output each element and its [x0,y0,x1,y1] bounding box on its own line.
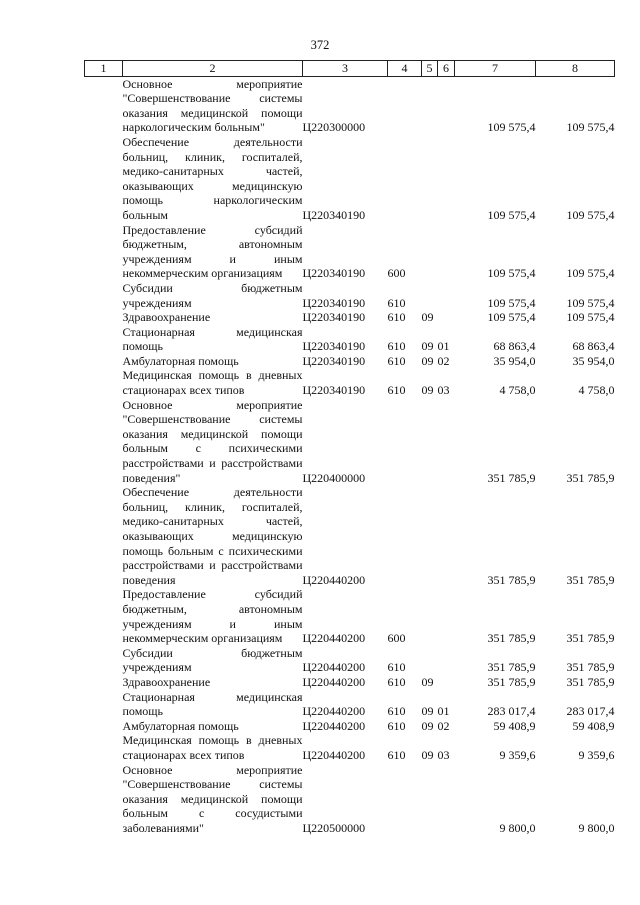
table-row [85,325,615,354]
empty-cell [85,587,123,645]
row-name: Амбулаторная помощь [122,353,239,368]
empty-cell [85,719,123,734]
amount-year-1: 109 575,4 [487,120,536,135]
empty-cell [85,354,123,369]
row-name: Медицинская помощь в дневных стационарах всех типов [122,368,303,398]
section-code: 09 [421,674,434,689]
row-name: Стационарная медицинская помощь [122,689,303,719]
row-name: Субсидии бюджетным учреждениям [122,645,303,675]
section-code [422,587,438,645]
amount-year-2: 351 785,9 [566,674,615,689]
subsection-code: 01 [437,704,450,719]
expense-type: 610 [387,747,406,762]
expense-type [388,135,422,223]
row-name: Основное мероприятие "Совершенствование системы оказания медицинской помощи наркологическим больным" [122,76,303,135]
row-name: Стационарная медицинская помощь [122,324,303,354]
amount-year-2: 351 785,9 [566,572,615,587]
column-header: 8 [536,61,615,77]
target-article-code: Ц220440200 [302,631,366,646]
section-code: 09 [421,747,434,762]
table-row [85,310,615,325]
row-name: Предоставление субсидий бюджетным, автономным учреждениям и иным некоммерческим организациям [122,222,303,281]
subsection-code [438,281,455,310]
section-code: 09 [421,383,434,398]
budget-table [84,60,615,835]
amount-year-1: 351 785,9 [487,572,536,587]
subsection-code [438,76,455,135]
table-row [85,646,615,675]
empty-cell [85,325,123,354]
row-name: Основное мероприятие "Совершенствование системы оказания медицинской помощи больным с сосудистыми заболеваниями" [122,762,303,835]
target-article-code: Ц220340190 [302,383,366,398]
empty-cell [85,675,123,690]
amount-year-2: 351 785,9 [566,631,615,646]
target-article-code: Ц220440200 [302,718,366,733]
table-row [85,733,615,762]
empty-cell [85,310,123,325]
amount-year-1: 59 408,9 [493,718,536,733]
subsection-code [438,485,455,587]
target-article-code: Ц220500000 [302,820,366,835]
amount-year-2: 109 575,4 [566,120,615,135]
expense-type [388,398,422,486]
subsection-code: 03 [437,747,450,762]
section-code: 09 [421,718,434,733]
empty-cell [85,368,123,397]
amount-year-2: 9 359,6 [578,747,615,762]
amount-year-2: 283 017,4 [566,704,615,719]
row-name: Предоставление субсидий бюджетным, автономным учреждениям и иным некоммерческим организациям [122,587,303,646]
table-row [85,587,615,645]
subsection-code [438,398,455,486]
empty-cell [85,485,123,587]
empty-cell [85,223,123,281]
section-code: 09 [421,704,434,719]
column-header: 7 [455,61,536,77]
expense-type: 610 [387,718,406,733]
expense-type [388,485,422,587]
target-article-code: Ц220440200 [302,572,366,587]
subsection-code: 01 [437,339,450,354]
subsection-code [438,646,455,675]
table-row [85,135,615,223]
expense-type [388,763,422,836]
table-body [85,76,615,835]
empty-cell [85,690,123,719]
target-article-code: Ц220340190 [302,207,366,222]
section-code [422,135,438,223]
amount-year-1: 109 575,4 [487,266,536,281]
table-row [85,690,615,719]
row-name: Здравоохранение [122,310,211,325]
expense-type: 610 [387,295,406,310]
subsection-code: 03 [437,383,450,398]
column-header: 5 [422,61,438,77]
table-row [85,354,615,369]
section-code: 09 [421,339,434,354]
amount-year-2: 351 785,9 [566,660,615,675]
column-header: 3 [303,61,388,77]
table-row [85,368,615,397]
expense-type: 600 [387,266,406,281]
empty-cell [85,763,123,836]
subsection-code [438,675,455,690]
target-article-code: Ц220300000 [302,120,366,135]
amount-year-2: 35 954,0 [572,353,615,368]
column-header: 4 [388,61,422,77]
target-article-code: Ц220340190 [302,353,366,368]
subsection-code [438,223,455,281]
empty-cell [85,76,123,135]
column-header: 1 [85,61,123,77]
row-name: Здравоохранение [122,674,211,689]
amount-year-1: 351 785,9 [487,470,536,485]
section-code [422,223,438,281]
table-row [85,76,615,135]
expense-type: 610 [387,339,406,354]
target-article-code: Ц220340190 [302,310,366,325]
section-code [422,485,438,587]
amount-year-1: 351 785,9 [487,674,536,689]
table-row [85,281,615,310]
amount-year-2: 109 575,4 [566,295,615,310]
column-number-header [85,61,615,77]
table-row [85,398,615,486]
amount-year-1: 109 575,4 [487,207,536,222]
subsection-code [438,310,455,325]
amount-year-1: 68 863,4 [493,339,536,354]
row-name: Обеспечение деятельности больниц, клиник, госпиталей, медико-санитарных частей, оказывающих медицинскую помощь больным с психическими расстройствами и расстройствами поведения [122,485,303,587]
empty-cell [85,281,123,310]
section-code [422,646,438,675]
subsection-code: 02 [437,718,450,733]
amount-year-2: 4 758,0 [578,383,615,398]
expense-type [388,76,422,135]
amount-year-2: 59 408,9 [572,718,615,733]
target-article-code: Ц220340190 [302,266,366,281]
expense-type: 610 [387,310,406,325]
target-article-code: Ц220440200 [302,747,366,762]
empty-cell [85,733,123,762]
empty-cell [85,646,123,675]
subsection-code [438,135,455,223]
empty-cell [85,135,123,223]
amount-year-1: 109 575,4 [487,310,536,325]
amount-year-2: 109 575,4 [566,207,615,222]
target-article-code: Ц220340190 [302,295,366,310]
amount-year-2: 68 863,4 [572,339,615,354]
empty-cell [85,398,123,486]
amount-year-1: 4 758,0 [499,383,536,398]
amount-year-1: 35 954,0 [493,353,536,368]
subsection-code [438,587,455,645]
amount-year-1: 9 800,0 [499,820,536,835]
table-row [85,485,615,587]
row-name: Медицинская помощь в дневных стационарах всех типов [122,733,303,762]
expense-type: 600 [387,631,406,646]
amount-year-1: 351 785,9 [487,660,536,675]
target-article-code: Ц220440200 [302,674,366,689]
amount-year-1: 283 017,4 [487,704,536,719]
amount-year-1: 109 575,4 [487,295,536,310]
expense-type: 610 [387,660,406,675]
amount-year-2: 351 785,9 [566,470,615,485]
table-row [85,223,615,281]
target-article-code: Ц220400000 [302,470,366,485]
expense-type: 610 [387,704,406,719]
amount-year-2: 9 800,0 [578,820,615,835]
subsection-code: 02 [437,353,450,368]
section-code [422,763,438,836]
section-code [422,398,438,486]
row-name: Субсидии бюджетным учреждениям [122,280,303,310]
expense-type: 610 [387,353,406,368]
subsection-code [438,763,455,836]
expense-type: 610 [387,383,406,398]
target-article-code: Ц220340190 [302,339,366,354]
amount-year-2: 109 575,4 [566,266,615,281]
table-row [85,675,615,690]
column-header: 2 [123,61,303,77]
section-code [422,281,438,310]
expense-type: 610 [387,674,406,689]
page-number: 372 [310,38,330,52]
row-name: Основное мероприятие "Совершенствование системы оказания медицинской помощи больным с психическими расстройствами и расстройствами поведения" [122,397,303,485]
target-article-code: Ц220440200 [302,704,366,719]
section-code: 09 [421,310,434,325]
table-row [85,763,615,836]
amount-year-2: 109 575,4 [566,310,615,325]
section-code: 09 [421,353,434,368]
column-header: 6 [438,61,455,77]
row-name: Обеспечение деятельности больниц, клиник, госпиталей, медико-санитарных частей, оказывающих медицинскую помощь наркологическим больным [122,134,303,222]
amount-year-1: 9 359,6 [499,747,536,762]
target-article-code: Ц220440200 [302,660,366,675]
table-row [85,719,615,734]
section-code [422,76,438,135]
amount-year-1: 351 785,9 [487,631,536,646]
row-name: Амбулаторная помощь [122,718,239,733]
